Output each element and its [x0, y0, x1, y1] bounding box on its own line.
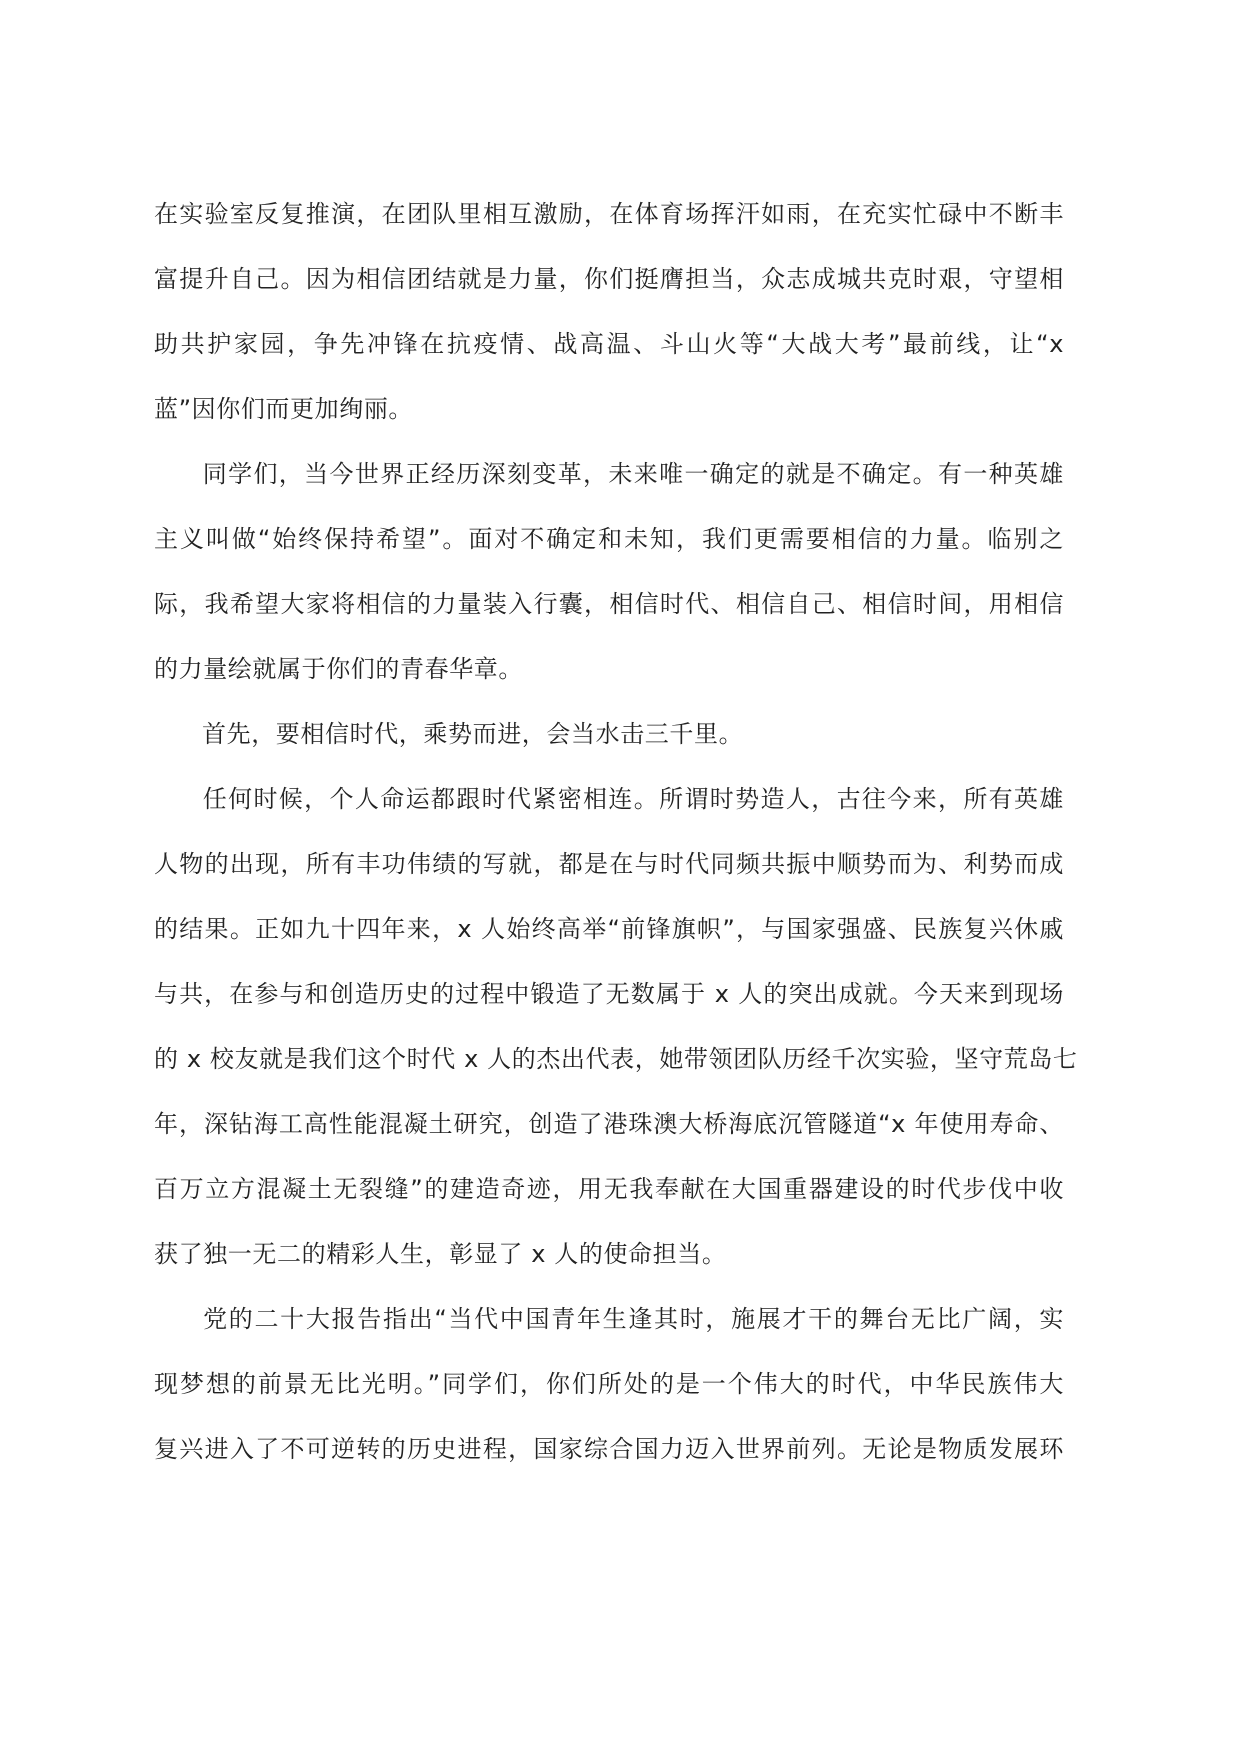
- paragraph-1: [154, 182, 1064, 442]
- text-line: 获了独一无二的精彩人生，彰显了 x 人的使命担当。: [154, 1240, 727, 1268]
- text-line: 际，我希望大家将相信的力量装入行囊，相信时代、相信自己、相信时间，用相信: [154, 590, 1064, 618]
- text-line: 主义叫做“始终保持希望”。面对不确定和未知，我们更需要相信的力量。临别之: [154, 525, 1064, 553]
- text-line-content: 首先，要相信时代，乘势而进，会当水击三千里。: [202, 720, 744, 748]
- text-line: 与共，在参与和创造历史的过程中锻造了无数属于 x 人的突出成就。今天来到现场: [154, 980, 1064, 1008]
- text-line: 助共护家园，争先冲锋在抗疫情、战高温、斗山火等“大战大考”最前线，让“x: [154, 330, 1064, 358]
- text-line: 年，深钻海工高性能混凝土研究，创造了港珠澳大桥海底沉管隧道“x 年使用寿命、: [154, 1110, 1064, 1138]
- paragraph-2: [154, 442, 1064, 702]
- text-line-indented: [154, 442, 1064, 507]
- text-line-indented: [154, 1287, 1064, 1352]
- text-line: 百万立方混凝土无裂缝”的建造奇迹，用无我奉献在大国重器建设的时代步伐中收: [154, 1175, 1064, 1203]
- text-line-content: 同学们，当今世界正经历深刻变革，未来唯一确定的就是不确定。有一种英雄: [202, 460, 1064, 488]
- paragraph-4: [154, 767, 1078, 1287]
- text-line: 富提升自己。因为相信团结就是力量，你们挺膺担当，众志成城共克时艰，守望相: [154, 265, 1064, 293]
- text-line: 蓝”因你们而更加绚丽。: [154, 395, 414, 423]
- text-line-content: 党的二十大报告指出“当代中国青年生逢其时，施展才干的舞台无比广阔，实: [202, 1305, 1064, 1333]
- text-line: 复兴进入了不可逆转的历史进程，国家综合国力迈入世界前列。无论是物质发展环: [154, 1435, 1064, 1463]
- text-line: 在实验室反复推演，在团队里相互激励，在体育场挥汗如雨，在充实忙碌中不断丰: [154, 200, 1064, 228]
- document-body: [154, 182, 1078, 1482]
- text-line: 的 x 校友就是我们这个时代 x 人的杰出代表，她带领团队历经千次实验，坚守荒岛七: [154, 1045, 1078, 1073]
- text-line: 现梦想的前景无比光明。”同学们，你们所处的是一个伟大的时代，中华民族伟大: [154, 1370, 1064, 1398]
- text-line: 的结果。正如九十四年来，x 人始终高举“前锋旗帜”，与国家强盛、民族复兴休戚: [154, 915, 1064, 943]
- text-line-content: 任何时候，个人命运都跟时代紧密相连。所谓时势造人，古往今来，所有英雄: [202, 785, 1064, 813]
- text-line: 的力量绘就属于你们的青春华章。: [154, 655, 523, 683]
- text-line: 人物的出现，所有丰功伟绩的写就，都是在与时代同频共振中顺势而为、利势而成: [154, 850, 1064, 878]
- text-line-indented: [154, 767, 1064, 832]
- paragraph-5: [154, 1287, 1064, 1482]
- text-line-indented: [154, 702, 1064, 767]
- paragraph-3: [154, 702, 1064, 767]
